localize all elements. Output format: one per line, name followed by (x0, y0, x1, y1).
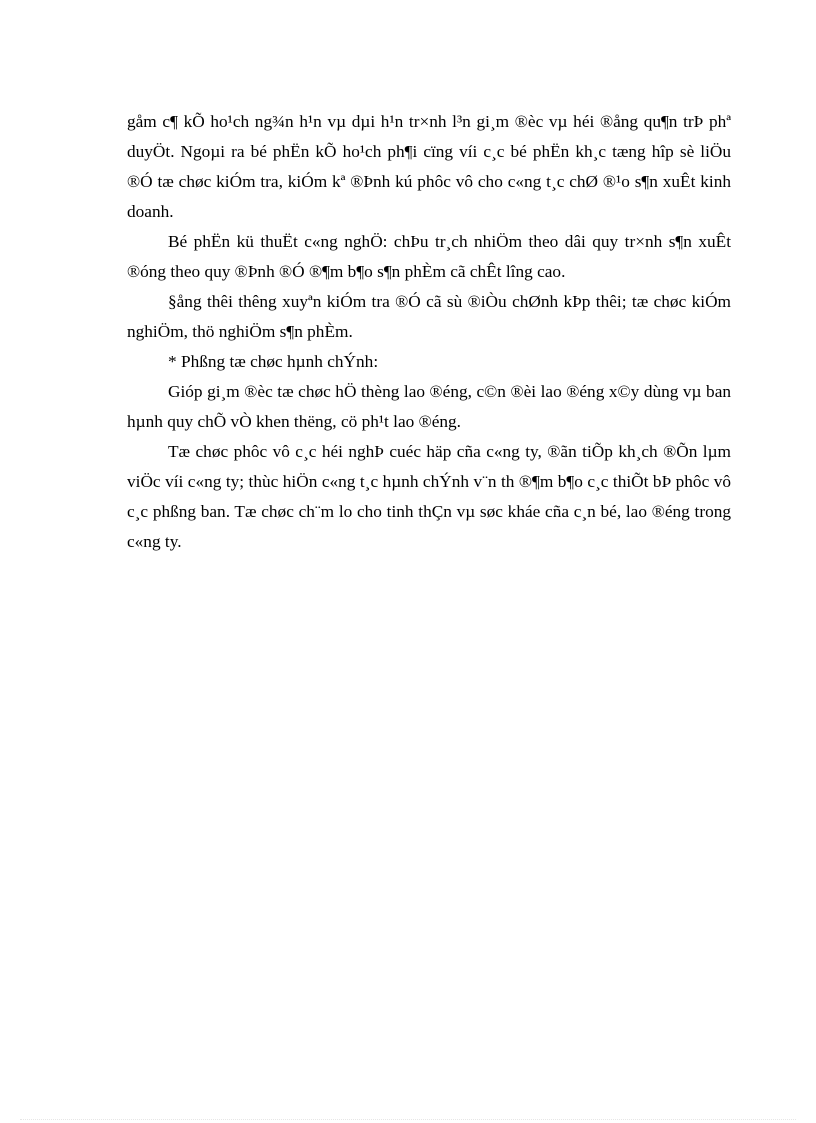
paragraph-admin-services: Tæ chøc phôc vô c¸c héi nghÞ cuéc häp cña c«ng ty, ®ãn tiÕp kh¸ch ®Õn lµm viÖc víi c«ng ty; thùc hiÖn c«ng t¸c hµnh chÝnh v¨n th ®¶m b¶o c¸c thiÕt bÞ phôc vô c¸c phßng ban. Tæ chøc ch¨m lo cho tinh thÇn vµ søc kháe cña c¸n bé, lao ®éng trong c«ng ty. (127, 442, 731, 551)
page-bottom-divider (20, 1119, 796, 1120)
paragraph-planning-continued: gåm c¶ kÕ ho¹ch ng¾n h¹n vµ dµi h¹n tr×nh l³n gi¸m ®èc vµ héi ®ång qu¶n trÞ phª duyÖt. Ngoµi ra bé phËn kÕ ho¹ch ph¶i cïng víi c¸c bé phËn kh¸c tæng hîp sè liÖu ®Ó tæ chøc kiÓm tra, kiÓm kª ®Þnh kú phôc vô cho c«ng t¸c chØ ®¹o s¶n xuÊt kinh doanh. (127, 112, 731, 221)
paragraph-admin-labor: Gióp gi¸m ®èc tæ chøc hÖ thèng lao ®éng, c©n ®èi lao ®éng x©y dùng vµ ban hµnh quy chÕ vÒ khen thëng, cö ph¹t lao ®éng. (127, 382, 731, 431)
section-heading-admin-office: * Phßng tæ chøc hµnh chÝnh: (168, 352, 379, 371)
paragraph-technical-department: Bé phËn kü thuËt c«ng nghÖ: chÞu tr¸ch nhiÖm theo dâi quy tr×nh s¶n xuÊt ®óng theo quy ®Þnh ®Ó ®¶m b¶o s¶n phÈm cã chÊt lîng cao. (127, 232, 731, 281)
paragraph-technical-inspection: §ång thêi thêng xuyªn kiÓm tra ®Ó cã sù ®iÒu chØnh kÞp thêi; tæ chøc kiÓm nghiÖm, thö nghiÖm s¶n phÈm. (127, 292, 731, 341)
document-page (127, 107, 731, 557)
